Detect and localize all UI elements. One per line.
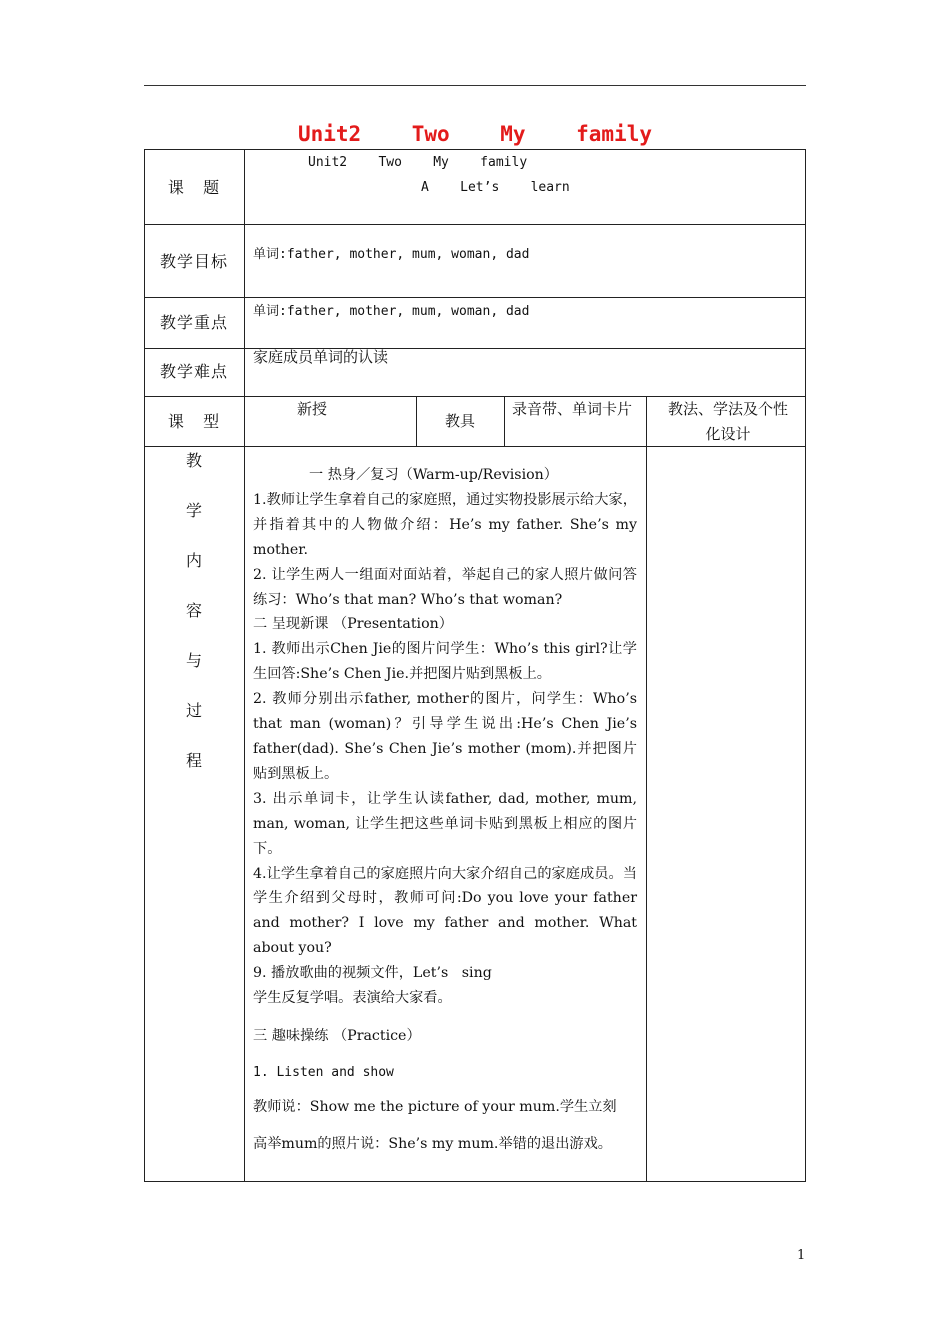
section-heading-warmup: 一 热身／复习（Warm-up/Revision）: [309, 467, 558, 483]
process-step: 1.教师让学生拿着自己的家庭照，通过实物投影展示给大家，并指着其中的人物做介绍：He’s my father. She’s my mother.: [253, 491, 637, 558]
topic-line-2: A Let’s learn: [421, 180, 570, 195]
key-label: 教学重点: [159, 313, 228, 332]
process-step: 1. Listen and show: [253, 1064, 394, 1080]
column-divider: [504, 396, 505, 446]
process-step: 高举mum的照片说：She’s my mum.举错的退出游戏。: [253, 1135, 612, 1152]
process-step: 3. 出示单词卡，让学生认读father, dad, mother, mum, man, woman, 让学生把这些单词卡贴到黑板上相应的图片下。: [253, 790, 637, 857]
type-value: 新授: [296, 400, 327, 418]
process-label-char: 教: [185, 451, 202, 470]
topic-line-1: Unit2 Two My family: [308, 155, 528, 170]
key-value: 单词:father, mother, mum, woman, dad: [253, 304, 530, 319]
goal-label: 教学目标: [159, 252, 228, 271]
difficulty-label: 教学难点: [159, 362, 228, 381]
type-label: 课 型: [167, 412, 221, 431]
tools-value: 录音带、单词卡片: [512, 400, 633, 418]
page-number: 1: [797, 1248, 806, 1263]
process-content: [253, 463, 637, 1157]
process-label-char: 程: [185, 751, 202, 770]
process-label-char: 学: [185, 501, 202, 520]
column-divider: [244, 149, 245, 1182]
topic-label: 课 题: [167, 178, 221, 197]
column-divider: [646, 396, 647, 1182]
process-step: 2. 让学生两人一组面对面站着，举起自己的家人照片做问答练习：Who’s that man? Who’s that woman?: [253, 566, 637, 608]
goal-value: 单词:father, mother, mum, woman, dad: [253, 247, 530, 262]
process-label-char: 与: [185, 651, 202, 670]
process-step: 9. 播放歌曲的视频文件，Let’s sing: [253, 965, 492, 982]
section-heading-practice: 三 趣味操练 （Practice）: [253, 1027, 421, 1044]
process-label-char: 内: [185, 551, 202, 570]
process-step: 2. 教师分别出示father, mother的图片，问学生：Who’s that man (woman)？引导学生说出:He’s Chen Jie’s father(dad). She’s Chen Jie’s mother (mom).并把图片贴到黑板上。: [253, 691, 637, 782]
method-label: 教法、学法及个性化设计: [667, 400, 788, 443]
tools-label: 教具: [444, 412, 475, 430]
header-rule: [144, 85, 806, 86]
section-heading-presentation: 二 呈现新课 （Presentation）: [253, 616, 453, 633]
difficulty-value: 家庭成员单词的认读: [253, 348, 389, 366]
process-step: 教师说：Show me the picture of your mum.学生立刻: [253, 1098, 617, 1115]
document-title: Unit2 Two My family: [297, 122, 652, 146]
process-step: 4.让学生拿着自己的家庭照片向大家介绍自己的家庭成员。当学生介绍到父母时，教师可问:Do you love your father and mother? I love my father and mother. What about you?: [253, 865, 637, 957]
process-label: [144, 448, 244, 798]
process-step: 学生反复学唱。表演给大家看。: [253, 990, 452, 1007]
process-label-char: 过: [185, 701, 202, 720]
process-label-char: 容: [185, 601, 202, 620]
process-step: 1. 教师出示Chen Jie的图片问学生：Who’s this girl?让学生回答:She’s Chen Jie.并把图片贴到黑板上。: [253, 641, 637, 683]
